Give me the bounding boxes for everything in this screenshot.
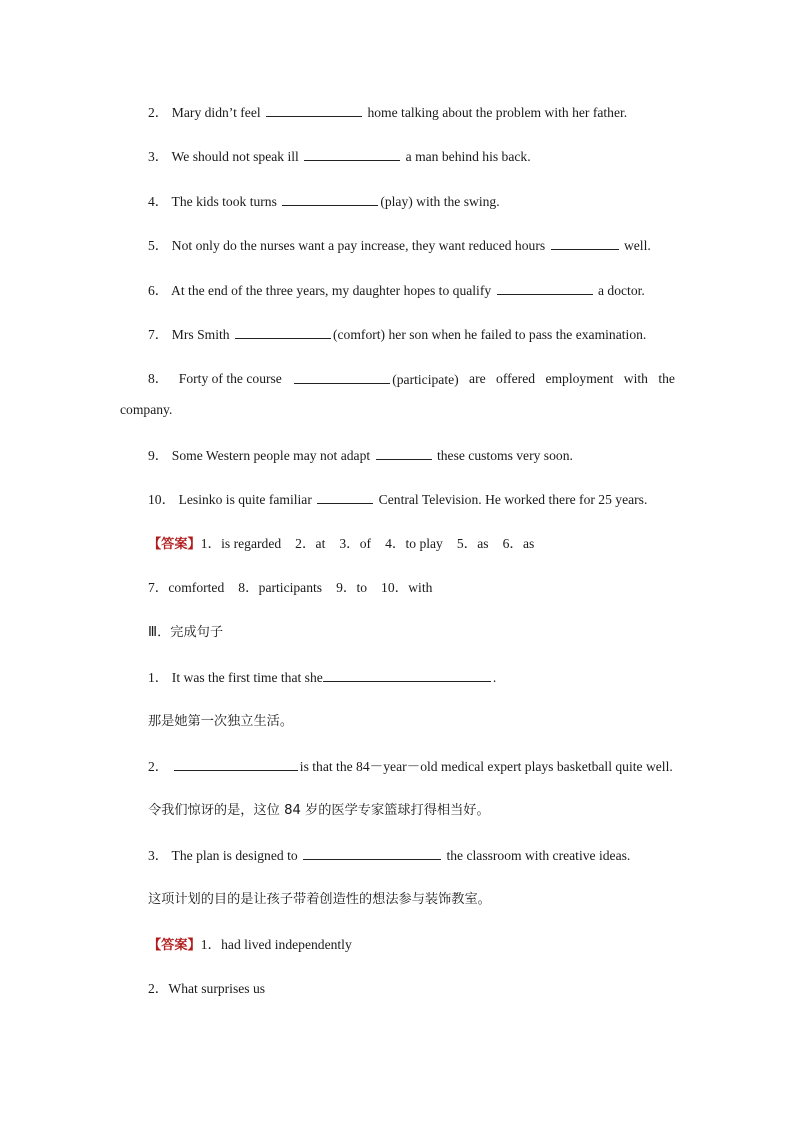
answer-blank[interactable] <box>376 446 432 460</box>
answer-blank[interactable] <box>294 370 390 384</box>
answer-key-2-line2: 2．What surprises us <box>148 981 266 996</box>
translation-3: 这项计划的目的是让孩子带着创造性的想法参与装饰教室。 <box>148 892 491 907</box>
sentence-2: 2． is that the 84－year－old medical expert plays basketball quite well. <box>148 759 673 774</box>
question-5: 5． Not only do the nurses want a pay increase, they want reduced hours well. <box>148 238 651 253</box>
answer-blank[interactable] <box>551 236 619 250</box>
question-3: 3． We should not speak ill a man behind his back. <box>148 149 531 164</box>
translation-1: 那是她第一次独立生活。 <box>148 714 294 729</box>
question-8: 8． Forty of the course (participate) are offered employment with the <box>148 371 675 387</box>
section-title: Ⅲ．完成句子 <box>148 625 224 640</box>
answer-tag: 【答案】 <box>148 938 201 953</box>
answer-key-2: 【答案】1．had lived independently <box>148 937 352 953</box>
answer-blank[interactable] <box>323 668 491 682</box>
question-6: 6． At the end of the three years, my daughter hopes to qualify a doctor. <box>148 283 645 298</box>
answer-blank[interactable] <box>304 147 400 161</box>
sentence-1: 1． It was the first time that she . <box>148 670 497 685</box>
answer-blank[interactable] <box>266 103 362 117</box>
answer-blank[interactable] <box>235 325 331 339</box>
answer-tag: 【答案】 <box>148 537 201 552</box>
answer-blank[interactable] <box>174 757 298 771</box>
question-2: 2． Mary didn’t feel home talking about the problem with her father. <box>148 105 628 120</box>
answer-blank[interactable] <box>317 490 373 504</box>
answer-blank[interactable] <box>497 281 593 295</box>
answer-key-1: 【答案】1．is regarded 2．at 3．of 4．to play 5．as 6．as <box>148 536 535 552</box>
answer-key-1-line2: 7．comforted 8．participants 9．to 10．with <box>148 580 433 595</box>
question-4: 4． The kids took turns (play) with the swing. <box>148 194 500 209</box>
question-9: 9． Some Western people may not adapt these customs very soon. <box>148 448 573 463</box>
answer-blank[interactable] <box>303 846 441 860</box>
question-10: 10． Lesinko is quite familiar Central Television. He worked there for 25 years. <box>148 492 648 507</box>
answer-blank[interactable] <box>282 192 378 206</box>
question-7: 7． Mrs Smith (comfort) her son when he failed to pass the examination. <box>148 327 647 342</box>
translation-2: 令我们惊讶的是，这位 84 岁的医学专家篮球打得相当好。 <box>148 803 490 818</box>
question-8-continuation: company. <box>120 402 173 417</box>
sentence-3: 3． The plan is designed to the classroom with creative ideas. <box>148 848 631 863</box>
